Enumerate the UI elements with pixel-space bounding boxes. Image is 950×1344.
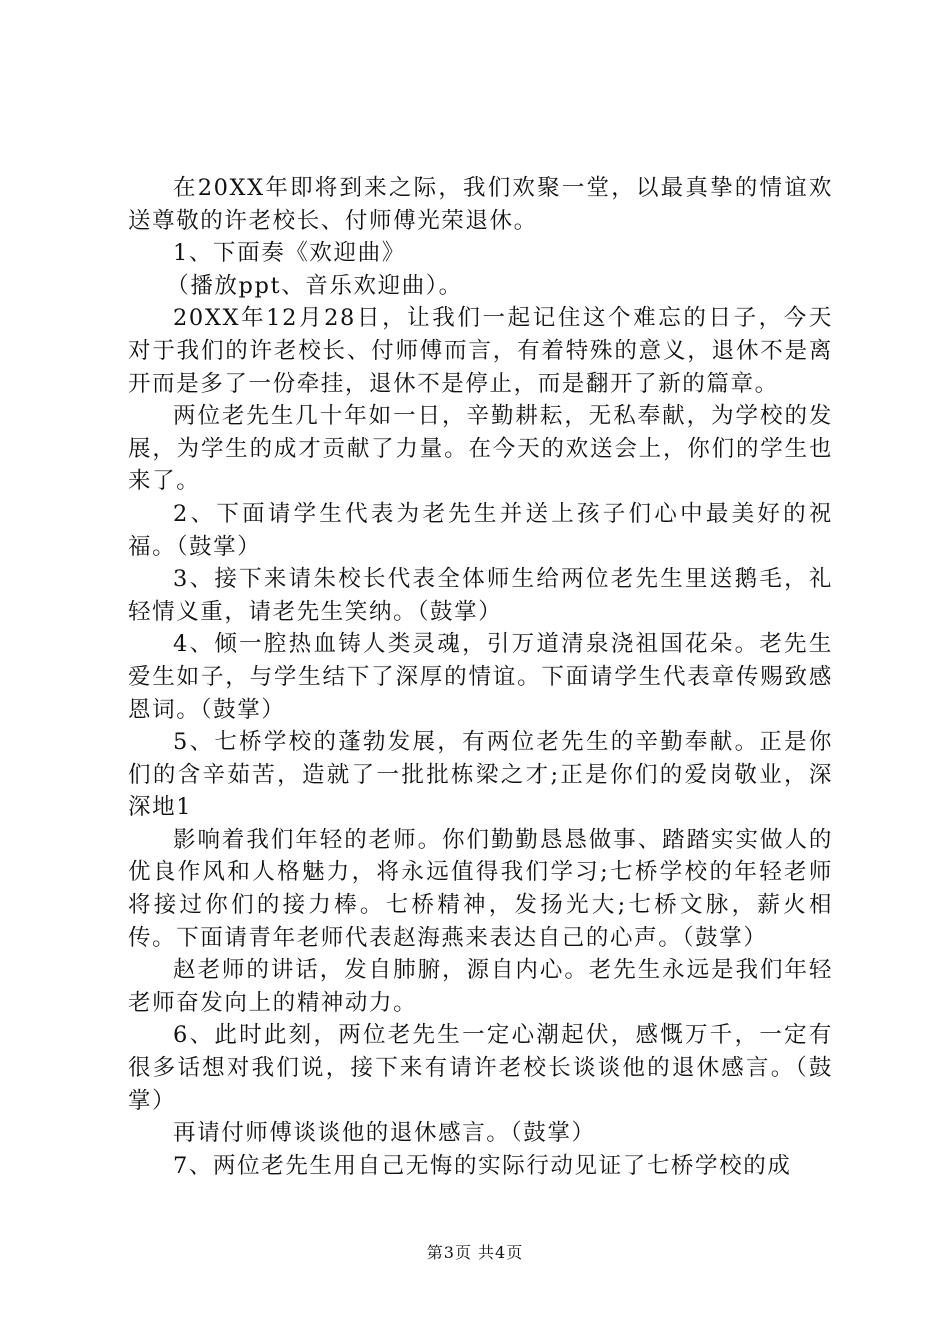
paragraph-item-6-followup: 再请付师傅谈谈他的退休感言。（鼓掌） (173, 1120, 596, 1147)
paragraph-item-5-continued: 影响着我们年轻的老师。你们勤勤恳恳做事、踏踏实实做人的优良作风和人格魅力，将永远值得我们学习;七桥学校的年轻老师将接过你们的接力棒。七桥精神，发扬光大;七桥文脉，薪火相传。下面请青年老师代表赵海燕来表达自己的心声。（鼓掌） (128, 826, 833, 951)
paragraph-item-4: 4、倾一腔热血铸人类灵魂，引万道清泉浇祖国花朵。老先生爱生如子，与学生结下了深厚的情谊。下面请学生代表章传赐致感恩词。（鼓掌） (128, 631, 833, 723)
paragraph-dedication: 两位老先生几十年如一日，辛勤耕耘，无私奉献，为学校的发展，为学生的成才贡献了力量。在今天的欢送会上，你们的学生也来了。 (128, 403, 833, 495)
document-body (128, 172, 833, 1182)
paragraph-response: 赵老师的讲话，发自肺腑，源自内心。老先生永远是我们年轻老师奋发向上的精神动力。 (128, 957, 833, 1016)
paragraph-item-2: 2、下面请学生代表为老先生并送上孩子们心中最美好的祝福。（鼓掌） (128, 500, 833, 560)
paragraph-item-5: 5、七桥学校的蓬勃发展，有两位老先生的辛勤奉献。正是你们的含辛茹苦，造就了一批批栋梁之才;正是你们的爱岗敬业，深深地1 (128, 729, 833, 821)
paragraph-item-6: 6、此时此刻，两位老先生一定心潮起伏，感慨万千，一定有很多话想对我们说，接下来有请许老校长谈谈他的退休感言。（鼓掌） (128, 1022, 833, 1114)
paragraph-item-3: 3、接下来请朱校长代表全体师生给两位老先生里送鹅毛，礼轻情义重，请老先生笑纳。（鼓掌） (128, 566, 833, 625)
paragraph-item-1-note: （播放ppt、音乐欢迎曲）。 (166, 272, 463, 299)
paragraph-item-7: 7、两位老先生用自己无悔的实际行动见证了七桥学校的成 (173, 1152, 792, 1179)
page-footer: 第3页 共4页 (426, 1243, 524, 1262)
paragraph-date: 20XX年12月28日，让我们一起记住这个难忘的日子，今天对于我们的许老校长、付师傅而言，有着特殊的意义，退休不是离开而是多了一份牵挂，退休不是停止，而是翻开了新的篇章。 (128, 305, 833, 397)
paragraph-opening: 在20XX年即将到来之际，我们欢聚一堂，以最真挚的情谊欢送尊敬的许老校长、付师傅光荣退休。 (128, 175, 833, 234)
paragraph-item-1: 1、下面奏《欢迎曲》 (173, 240, 406, 267)
